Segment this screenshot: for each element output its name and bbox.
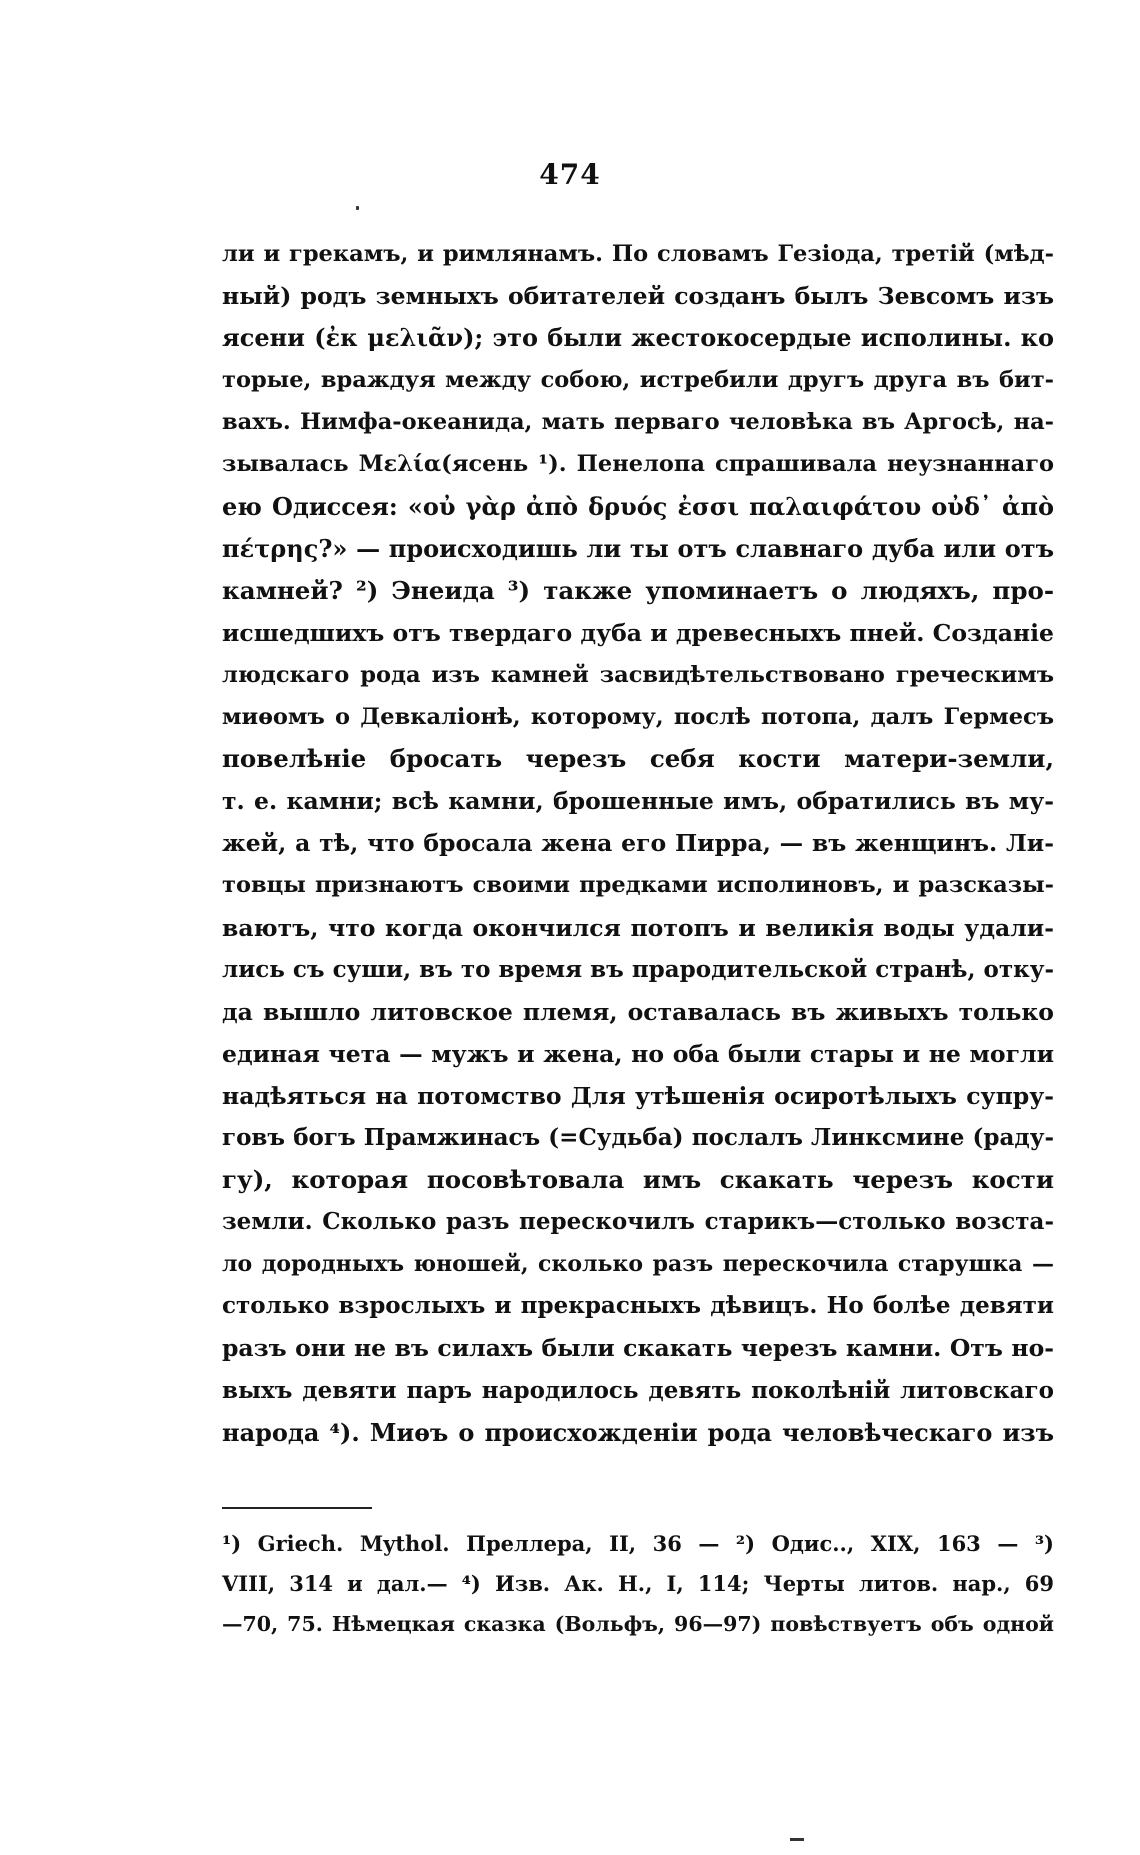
text-line: да вышло литовское племя, оставалась въ живыхъ только <box>222 997 1054 1026</box>
text-line: земли. Сколько разъ перескочилъ старикъ—столько возста- <box>222 1208 1054 1236</box>
page-number: 474 <box>539 158 601 191</box>
text-line: столько взрослыхъ и прекрасныхъ дѣвицъ. Но болѣе девяти <box>222 1292 1054 1320</box>
text-line: камней? ²) Энеида ³) также упоминаетъ о людяхъ, про- <box>222 575 1054 605</box>
text-line: торые, враждуя между собою, истребили другъ друга въ бит- <box>222 367 1054 394</box>
text-line: ею Одиссея: «οὐ γὰρ ἀπὸ δρυός ἐσσι παλαιφάτου οὐδ᾽ ἀπὸ <box>222 491 1054 521</box>
text-line: ясени (ἐκ μελιᾶν); это были жестокосердые исполины. ко <box>222 323 1054 353</box>
text-line: исшедшихъ отъ твердаго дуба и древесныхъ пней. Созданіе <box>222 618 1054 647</box>
print-speck <box>356 206 359 210</box>
footnote-line: —70, 75. Нѣмецкая сказка (Вольфъ, 96—97) повѣствуетъ объ одной <box>222 1612 1054 1636</box>
text-line: лись съ суши, въ то время въ прародительской странѣ, отку- <box>222 955 1054 983</box>
text-line: народа ⁴). Миѳъ о происхожденіи рода человѣческаго изъ <box>222 1417 1054 1447</box>
text-line: выхъ девяти паръ народилось девять поколѣній литовскаго <box>222 1376 1054 1404</box>
text-line: ли и грекамъ, и римлянамъ. По словамъ Гезіода, третій (мѣд- <box>222 241 1054 267</box>
text-line: говъ богъ Прамжинасъ (=Судьба) послалъ Линксмине (раду- <box>222 1123 1054 1151</box>
text-line: разъ они не въ силахъ были скакать черезъ камни. Отъ но- <box>222 1334 1054 1363</box>
text-line: товцы признаютъ своими предками исполиновъ, и разсказы- <box>222 872 1054 899</box>
text-line: ный) родъ земныхъ обитателей созданъ былъ Зевсомъ изъ <box>222 282 1054 311</box>
footnote-line: VIII, 314 и дал.— ⁴) Изв. Ак. Н., I, 114; Черты литов. нар., 69 <box>222 1571 1054 1596</box>
text-line: людскаго рода изъ камней засвидѣтельствовано греческимъ <box>222 661 1054 688</box>
text-line: единая чета — мужъ и жена, но оба были стары и не могли <box>222 1039 1054 1068</box>
text-line: ло дородныхъ юношей, сколько разъ перескочила старушка — <box>222 1251 1054 1278</box>
body-text <box>222 233 1054 1454</box>
text-line: πέτρης?» — происходишь ли ты отъ славнаго дуба или отъ <box>222 533 1054 563</box>
text-line: надѣяться на потомство Для утѣшенія осиротѣлыхъ супру- <box>222 1081 1054 1110</box>
footnote-line: ¹) Griech. Mythol. Преллера, II, 36 — ²) Одис.., XIX, 163 — ³) <box>222 1531 1054 1556</box>
text-line: повелѣніе бросать черезъ себя кости матери-земли, <box>222 744 1054 774</box>
print-mark <box>790 1838 804 1841</box>
text-line: т. е. камни; всѣ камни, брошенные имъ, обратились въ му- <box>222 787 1054 816</box>
footnote-separator <box>222 1507 372 1509</box>
text-line: гу), которая посовѣтовала имъ скакать черезъ кости <box>222 1165 1054 1195</box>
text-line: жей, а тѣ, что бросала жена его Пирра, — въ женщинъ. Ли- <box>222 829 1054 858</box>
text-line: миѳомъ о Девкаліонѣ, которому, послѣ потопа, далъ Гермесъ <box>222 704 1054 731</box>
footnotes <box>222 1524 1054 1644</box>
text-line: ваютъ, что когда окончился потопъ и великія воды удали- <box>222 913 1054 942</box>
text-line: зывалась Μελία(ясень ¹). Пенелопа спрашивала неузнаннаго <box>222 451 1054 478</box>
text-line: вахъ. Нимфа-океанида, мать перваго человѣка въ Аргосѣ, на- <box>222 409 1054 436</box>
